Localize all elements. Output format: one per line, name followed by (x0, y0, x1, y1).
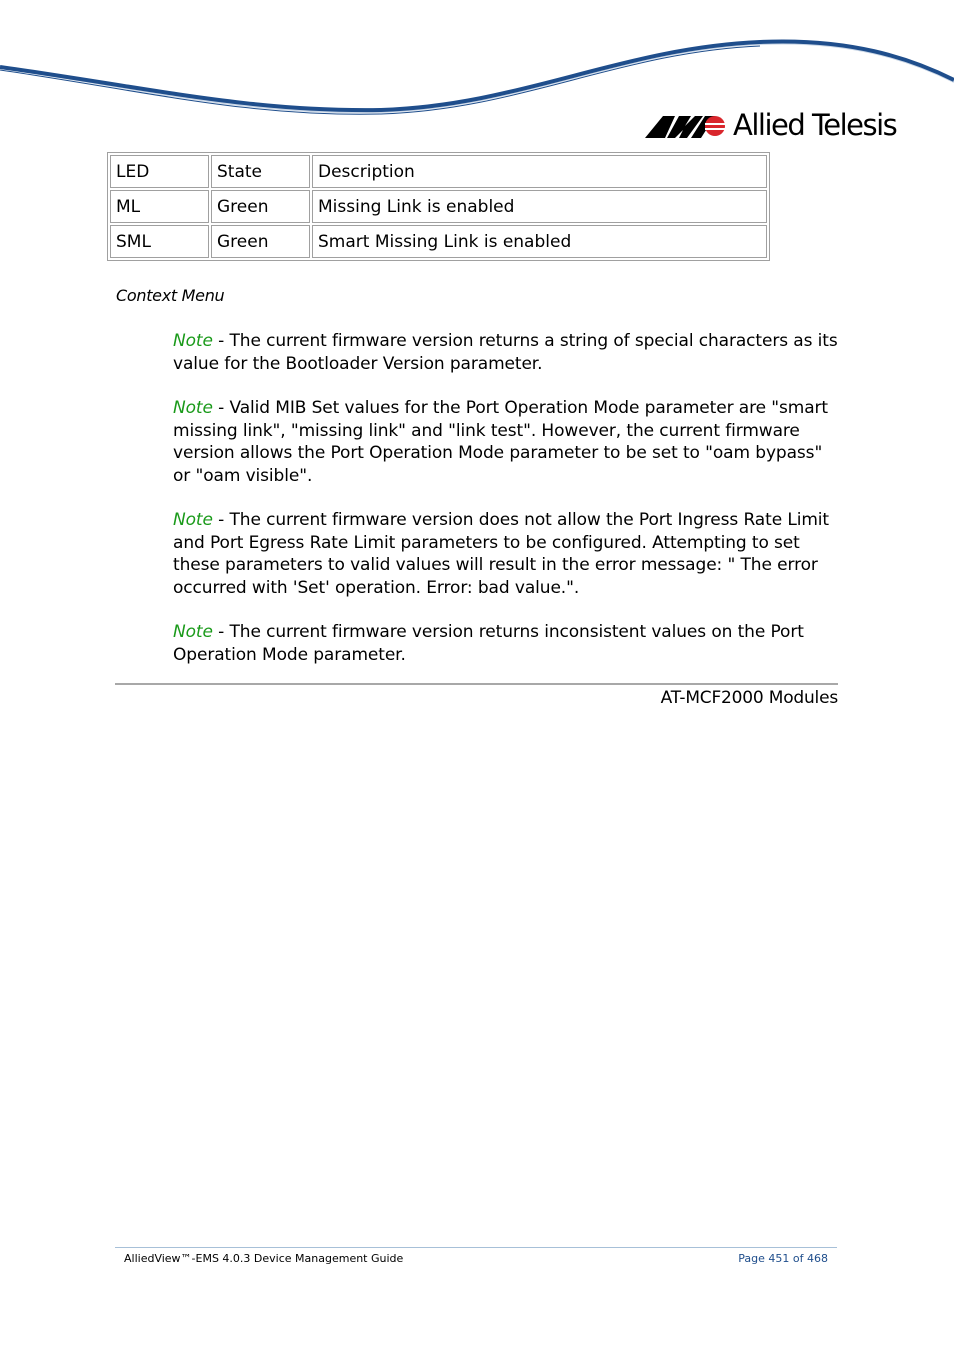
table-row (110, 190, 767, 223)
section-divider (115, 683, 838, 685)
note-text: - The current firmware version returns inconsistent values on the Port Operation Mode parameter. (173, 622, 804, 665)
note-paragraph (173, 621, 838, 666)
column-header: LED (110, 155, 209, 188)
table-cell: Smart Missing Link is enabled (312, 225, 767, 258)
note-paragraph (173, 397, 838, 487)
note-label: Note (173, 510, 213, 530)
table-cell: SML (110, 225, 209, 258)
table-cell: ML (110, 190, 209, 223)
note-text: - The current firmware version returns a string of special characters as its value for the Bootloader Version parameter. (173, 331, 838, 374)
table-cell: Green (211, 190, 310, 223)
note-text: - The current firmware version does not allow the Port Ingress Rate Limit and Port Egress Rate Limit parameters to be configured. Attempting to set these parameters to valid values will result in the error message: " The error occurred with 'Set' operation. Error: bad value.". (173, 510, 829, 598)
context-menu-heading: Context Menu (116, 286, 225, 305)
note-label: Note (173, 331, 213, 351)
footer-divider (115, 1247, 837, 1248)
allied-telesis-logo (645, 108, 905, 148)
note-paragraph (173, 509, 838, 599)
table-header-row (110, 155, 767, 188)
table-cell: Green (211, 225, 310, 258)
note-label: Note (173, 398, 213, 418)
note-text: - Valid MIB Set values for the Port Operation Mode parameter are "smart missing link", "missing link" and "link test". However, the current firmware version allows the Port Operation Mode parameter to be set to "oam bypass" or "oam visible". (173, 398, 828, 486)
logo-mark-icon (645, 108, 729, 140)
table-cell: Missing Link is enabled (312, 190, 767, 223)
footer-guide-title: AlliedView™-EMS 4.0.3 Device Management Guide (124, 1252, 404, 1265)
section-footer-title: AT-MCF2000 Modules (660, 688, 838, 708)
note-paragraph (173, 330, 838, 375)
logo-text: Allied Telesis (733, 108, 897, 142)
table-row (110, 225, 767, 258)
column-header: State (211, 155, 310, 188)
note-label: Note (173, 622, 213, 642)
led-table (107, 152, 770, 261)
column-header: Description (312, 155, 767, 188)
footer-page-number: Page 451 of 468 (738, 1252, 828, 1265)
